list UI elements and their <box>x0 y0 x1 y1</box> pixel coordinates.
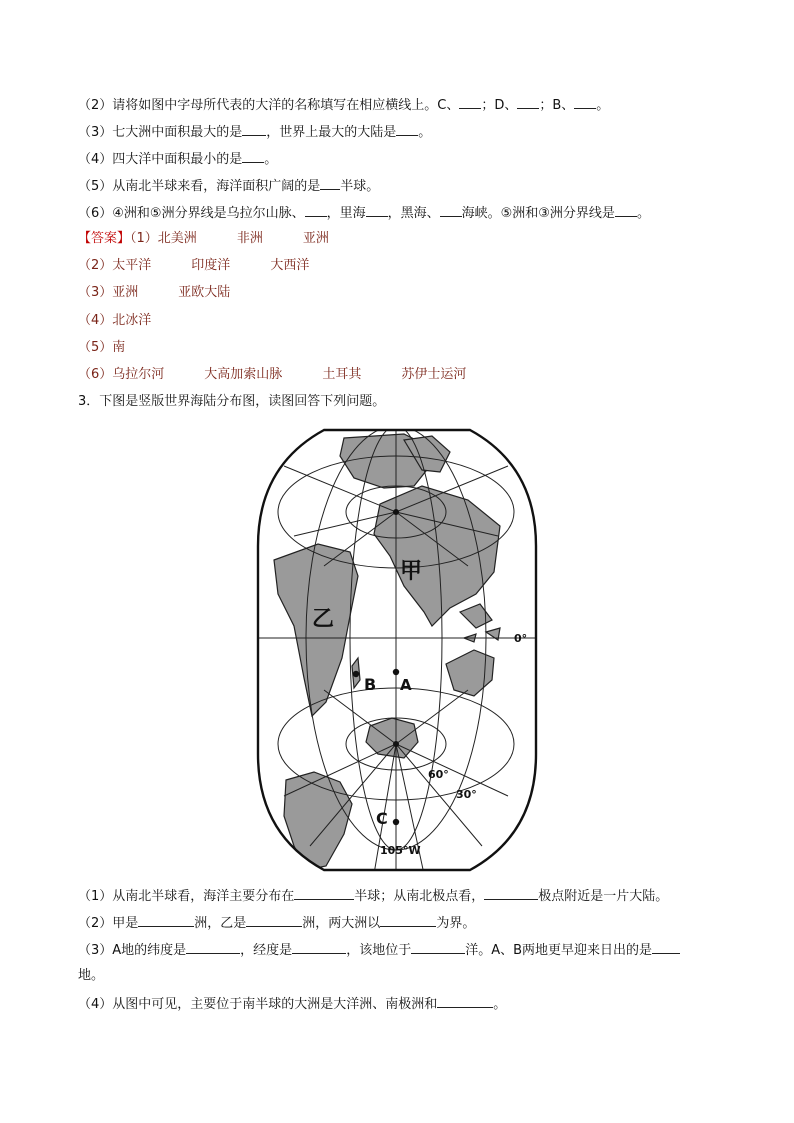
point-B-marker <box>353 671 359 677</box>
q3-sub3: （3）A地的纬度是 ，经度是 ，该地位于 洋。A、B两地更早迎来日出的是 <box>78 941 680 959</box>
blank[interactable] <box>246 914 302 927</box>
blank[interactable] <box>242 150 264 163</box>
answer-line-5: （5）南 <box>78 340 126 355</box>
blank[interactable] <box>292 941 346 954</box>
answer-line-2: （2）太平洋 印度洋 大西洋 <box>78 258 310 273</box>
south-america-landmass <box>284 772 352 870</box>
q2-sub3: （3）七大洲中面积最大的是 ，世界上最大的大陆是 。 <box>78 125 432 140</box>
blank[interactable] <box>437 995 493 1008</box>
blank[interactable] <box>440 204 462 217</box>
answer-line-1: 【答案】（1）北美洲 非洲 亚洲 <box>78 231 329 246</box>
label-lat60: 60° <box>428 768 449 781</box>
sea-islands <box>460 604 500 642</box>
point-A-marker <box>393 669 399 675</box>
q2-sub2: （2）请将如图中字母所代表的大洋的名称填写在相应横线上。C、 ；D、 ；B、 。 <box>78 98 610 113</box>
label-jia: 甲 <box>400 559 423 584</box>
q3-sub2: （2）甲是 洲，乙是 洲，两大洲以 为界。 <box>78 916 476 931</box>
blank[interactable] <box>366 204 388 217</box>
blank[interactable] <box>396 123 418 136</box>
world-land-sea-map <box>254 426 540 874</box>
blank[interactable] <box>242 123 266 136</box>
q2-sub4: （4）四大洋中面积最小的是 。 <box>78 152 278 167</box>
q3-sub1: （1）从南北半球看，海洋主要分布在 半球；从南北极点看， 极点附近是一片大陆。 <box>78 889 669 904</box>
blank[interactable] <box>380 914 436 927</box>
label-C: C <box>376 809 388 828</box>
blank[interactable] <box>574 96 596 109</box>
label-B: B <box>364 675 377 694</box>
blank[interactable] <box>320 177 340 190</box>
blank[interactable] <box>138 914 194 927</box>
blank[interactable] <box>186 941 240 954</box>
q3-sub3-cont: 地。 <box>78 968 105 983</box>
blank[interactable] <box>411 941 465 954</box>
blank[interactable] <box>517 96 539 109</box>
blank[interactable] <box>615 204 637 217</box>
label-lat30: 30° <box>456 788 477 801</box>
blank[interactable] <box>484 887 538 900</box>
q2-sub6: （6）④洲和⑤洲分界线是乌拉尔山脉、 ，里海 ，黑海、 海峡。⑤洲和③洲分界线是 。 <box>78 206 650 221</box>
answer-line-6: （6）乌拉尔河 大高加索山脉 土耳其 苏伊士运河 <box>78 367 467 382</box>
label-lon105: 105°W <box>380 844 421 857</box>
antarctica-landmass <box>366 718 418 758</box>
blank[interactable] <box>294 887 354 900</box>
label-lat0: 0° <box>514 632 528 645</box>
blank[interactable] <box>459 96 481 109</box>
label-A: A <box>400 676 412 694</box>
blank[interactable] <box>652 941 680 954</box>
q3-title: 3．下图是竖版世界海陆分布图，读图回答下列问题。 <box>78 394 386 409</box>
label-yi: 乙 <box>312 607 335 632</box>
australia-landmass <box>446 650 494 696</box>
answer-line-3: （3）亚洲 亚欧大陆 <box>78 285 231 300</box>
point-C-marker <box>393 819 399 825</box>
south-pole-marker <box>393 741 399 747</box>
blank[interactable] <box>305 204 327 217</box>
q2-sub5: （5）从南北半球来看，海洋面积广阔的是 半球。 <box>78 179 380 194</box>
answer-tag: 【答案】 <box>78 231 131 246</box>
north-pole-marker <box>393 509 399 515</box>
q3-sub4: （4）从图中可见，主要位于南半球的大洲是大洋洲、南极洲和 。 <box>78 997 507 1012</box>
answer-line-4: （4）北冰洋 <box>78 313 152 328</box>
